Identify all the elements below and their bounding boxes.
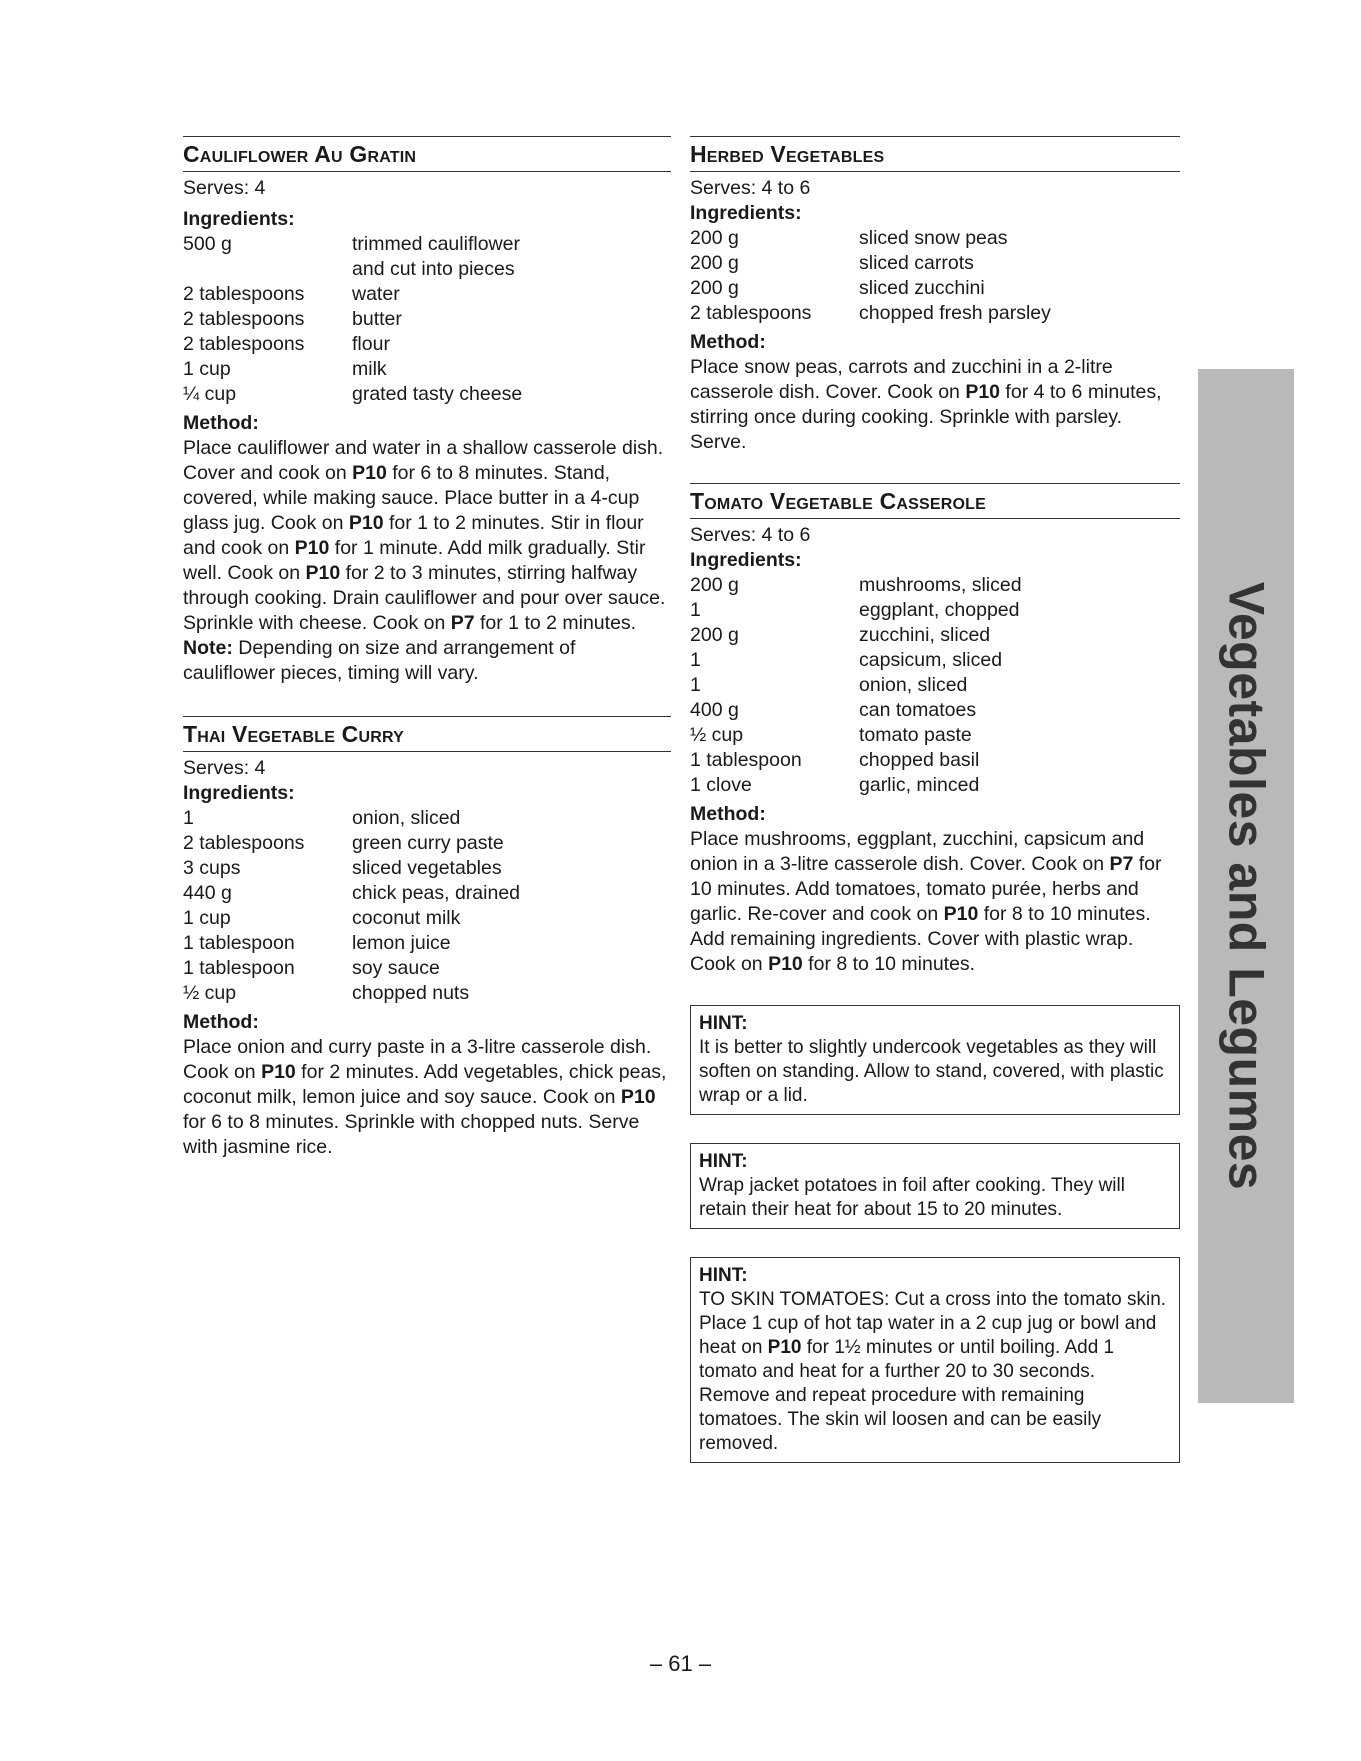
power-level: P10 (943, 903, 979, 925)
ingredient-quantity: 200 g (690, 574, 739, 596)
text-run: for 6 to 8 minutes. Stand, covered, while making sauce. Place butter in a 4-cup glass jug. Cook on (183, 462, 640, 534)
text-run: for 1 minute. Add milk gradually. Stir well. Cook on (183, 537, 646, 584)
ingredient-row (183, 981, 520, 1006)
section-side-tab (1198, 369, 1294, 1403)
ingredient-item: water (352, 283, 400, 305)
text-run: for 1 to 2 minutes. (474, 612, 637, 634)
ingredient-row (690, 573, 1022, 598)
text-run: for 2 to 3 minutes, stirring halfway through cooking. Drain cauliflower and pour over sauce. Sprinkle with cheese. Cook on (183, 562, 666, 634)
ingredient-row (690, 773, 1022, 798)
ingredient-item: can tomatoes (859, 699, 977, 721)
ingredient-quantity: 3 cups (183, 857, 241, 879)
ingredient-quantity: 2 tablespoons (183, 832, 305, 854)
serves-text: Serves: 4 to 6 (690, 177, 811, 199)
text-run: for 8 to 10 minutes. (978, 903, 1151, 925)
ingredient-quantity: 1 cup (183, 358, 231, 380)
ingredients-label: Ingredients: (690, 549, 802, 571)
hint-title: HINT: (699, 1151, 748, 1172)
ingredient-item: sliced zucchini (859, 277, 985, 299)
power-level: P10 (348, 512, 384, 534)
ingredients-table (690, 226, 1051, 326)
serves-text: Serves: 4 (183, 757, 266, 779)
method-text (690, 827, 1180, 927)
ingredient-row (183, 931, 520, 956)
ingredient-row (690, 723, 1022, 748)
ingredient-row (183, 856, 520, 881)
text-run: It is better to slightly undercook vegetables as they will soften on standing. Allow to stand, covered, with plastic wrap or a lid. (699, 1037, 1164, 1106)
serves-text: Serves: 4 to 6 (690, 524, 811, 546)
recipe-title: Tomato Vegetable Casserole (690, 483, 1180, 519)
ingredient-quantity: ½ cup (690, 724, 744, 746)
recipe-thai-vegetable-curry (183, 716, 671, 1160)
serves-text: Serves: 4 (183, 177, 266, 199)
ingredient-row (183, 232, 522, 257)
ingredient-item: butter (352, 308, 402, 330)
ingredient-row (183, 831, 520, 856)
recipe-herbed-vegetables (690, 136, 1180, 455)
ingredient-item: chick peas, drained (352, 882, 521, 904)
method-label: Method: (183, 1011, 259, 1033)
ingredient-quantity: 1 tablespoon (183, 932, 295, 954)
ingredient-row (690, 748, 1022, 773)
ingredient-quantity: 1 clove (690, 774, 752, 796)
note-body: Depending on size and arrangement of cauliflower pieces, timing will vary. (183, 637, 576, 684)
note-label: Note: (183, 637, 233, 659)
section-tab-label: Vegetables and Legumes (1218, 581, 1275, 1191)
method-text (183, 1035, 671, 1160)
recipe-tomato-vegetable-casserole (690, 483, 1180, 977)
hint-box-undercook (690, 1005, 1180, 1115)
ingredient-row (690, 648, 1022, 673)
text-run: Place snow peas, carrots and zucchini in a 2-litre casserole dish. Cover. Cook on (690, 356, 1113, 403)
ingredient-quantity: 1 tablespoon (690, 749, 802, 771)
power-level: P10 (965, 381, 1001, 403)
ingredient-quantity: 200 g (690, 227, 739, 249)
ingredient-item: chopped nuts (352, 982, 470, 1004)
ingredient-item: onion, sliced (352, 807, 461, 829)
ingredient-item: chopped basil (859, 749, 980, 771)
ingredient-item: trimmed cauliflower (352, 233, 520, 255)
ingredient-quantity: ½ cup (183, 982, 237, 1004)
method-label: Method: (690, 331, 766, 353)
ingredient-quantity: 1 tablespoon (183, 957, 295, 979)
ingredient-quantity: 200 g (690, 277, 739, 299)
ingredient-quantity: 2 tablespoons (690, 302, 812, 324)
text-run: Place cauliflower and water in a shallow casserole dish. Cover and cook on (183, 437, 664, 484)
ingredient-quantity (183, 257, 352, 282)
ingredient-row (690, 251, 1051, 276)
ingredient-row (183, 332, 522, 357)
ingredients-label: Ingredients: (183, 782, 295, 804)
text-run: for 6 to 8 minutes. Sprinkle with chopped nuts. Serve with jasmine rice. (183, 1111, 640, 1158)
ingredient-quantity: 500 g (183, 233, 232, 255)
method-text (690, 355, 1180, 455)
ingredient-row (183, 382, 522, 407)
recipe-title: Thai Vegetable Curry (183, 716, 671, 752)
ingredient-row (183, 881, 520, 906)
text-run: for 1 to 2 minutes. Stir in flour and cook on (183, 512, 644, 559)
hint-box-skin-tomatoes (690, 1257, 1180, 1463)
ingredient-row (690, 673, 1022, 698)
text-run: for 4 to 6 minutes, stirring once during cooking. Sprinkle with parsley. Serve. (690, 381, 1162, 453)
ingredient-item: garlic, minced (859, 774, 980, 796)
ingredients-label: Ingredients: (183, 208, 295, 230)
method-text (183, 436, 671, 636)
power-level: P10 (261, 1061, 296, 1083)
ingredient-item: flour (352, 333, 390, 355)
ingredient-item: mushrooms, sliced (859, 574, 1022, 596)
hint-body (699, 1289, 1166, 1454)
ingredient-quantity: 400 g (690, 699, 739, 721)
ingredient-row (690, 276, 1051, 301)
ingredient-item: sliced vegetables (352, 857, 502, 879)
hint-body (699, 1175, 1125, 1220)
ingredient-quantity: 1 (690, 649, 701, 671)
ingredients-label: Ingredients: (690, 202, 802, 224)
text-run: Place mushrooms, eggplant, zucchini, capsicum and onion in a 3-litre casserole dish. Cover. Cook on (690, 828, 1145, 875)
ingredient-quantity: 440 g (183, 882, 232, 904)
ingredient-item: milk (352, 358, 387, 380)
text-run: Place onion and curry paste in a 3-litre casserole dish. Cook on (183, 1036, 652, 1083)
ingredient-row (183, 906, 520, 931)
ingredient-quantity: 200 g (690, 252, 739, 274)
ingredient-quantity: 2 tablespoons (183, 308, 305, 330)
ingredient-quantity: 1 cup (183, 907, 231, 929)
ingredient-item: eggplant, chopped (859, 599, 1020, 621)
ingredient-quantity: 1 (690, 599, 701, 621)
ingredient-item: lemon juice (352, 932, 451, 954)
ingredient-item: sliced carrots (859, 252, 974, 274)
hint-box-jacket-potatoes (690, 1143, 1180, 1229)
power-level: P7 (1109, 853, 1134, 875)
text-run: for 2 minutes. Add vegetables, chick peas, coconut milk, lemon juice and soy sauce. Cook on (183, 1061, 667, 1108)
text-run: Add remaining ingredients. Cover with plastic wrap. Cook on (690, 928, 1134, 975)
ingredient-quantity: 2 tablespoons (183, 283, 305, 305)
ingredient-item: sliced snow peas (859, 227, 1008, 249)
method-label: Method: (183, 412, 259, 434)
ingredient-item: onion, sliced (859, 674, 968, 696)
ingredient-item: tomato paste (859, 724, 972, 746)
power-level: P7 (450, 612, 475, 634)
power-level: P10 (305, 562, 341, 584)
ingredient-item: capsicum, sliced (859, 649, 1003, 671)
ingredient-quantity: 2 tablespoons (183, 333, 305, 355)
ingredient-item: grated tasty cheese (352, 383, 523, 405)
ingredient-item: green curry paste (352, 832, 504, 854)
ingredients-table (690, 573, 1022, 798)
ingredient-row (183, 357, 522, 382)
ingredient-item: and cut into pieces (352, 258, 515, 280)
ingredient-row (183, 257, 522, 282)
ingredient-row (183, 956, 520, 981)
power-level: P10 (620, 1086, 656, 1108)
power-level: P10 (352, 462, 387, 484)
ingredients-table (183, 806, 520, 1006)
ingredient-quantity: ¼ cup (183, 383, 237, 405)
method-label: Method: (690, 803, 766, 825)
ingredient-row (690, 698, 1022, 723)
ingredient-row (690, 623, 1022, 648)
hint-title: HINT: (699, 1265, 748, 1286)
ingredient-row (183, 282, 522, 307)
ingredient-quantity: 1 (690, 674, 701, 696)
power-level: P10 (294, 537, 330, 559)
ingredient-item: soy sauce (352, 957, 440, 979)
recipe-title: Cauliflower Au Gratin (183, 136, 671, 172)
ingredient-row (690, 598, 1022, 623)
hint-body (699, 1037, 1164, 1106)
ingredient-item: zucchini, sliced (859, 624, 991, 646)
ingredient-row (183, 307, 522, 332)
ingredient-item: coconut milk (352, 907, 461, 929)
ingredient-quantity: 1 (183, 807, 194, 829)
text-run: for 8 to 10 minutes. (802, 953, 976, 975)
page-number: – 61 – (649, 1651, 712, 1676)
note-text (183, 636, 671, 686)
hint-title: HINT: (699, 1013, 748, 1034)
text-run: for 10 minutes. Add tomatoes, tomato purée, herbs and garlic. Re-cover and cook on (690, 853, 1162, 925)
ingredient-item: chopped fresh parsley (859, 302, 1051, 324)
method-text-continued (690, 927, 1180, 977)
ingredient-row (690, 226, 1051, 251)
ingredient-quantity: 200 g (690, 624, 739, 646)
text-run: Wrap jacket potatoes in foil after cooking. They will retain their heat for about 15 to 20 minutes. (699, 1175, 1125, 1220)
recipe-cauliflower-au-gratin (183, 136, 671, 686)
recipe-title: Herbed Vegetables (690, 136, 1180, 172)
right-column (690, 136, 1180, 1463)
text-run: for 1½ minutes or until boiling. Add 1 tomato and heat for a further 20 to 30 seconds. Remove and repeat procedure with remaining tomatoes. The skin wil loosen and can be easily removed. (699, 1337, 1115, 1454)
power-level: P10 (767, 1337, 802, 1358)
ingredient-row (183, 806, 520, 831)
power-level: P10 (768, 953, 803, 975)
left-column (183, 136, 671, 1160)
ingredient-row (690, 301, 1051, 326)
ingredients-table (183, 232, 522, 407)
text-run: TO SKIN TOMATOES: Cut a cross into the tomato skin. Place 1 cup of hot tap water in a 2 cup jug or bowl and heat on (699, 1289, 1167, 1358)
